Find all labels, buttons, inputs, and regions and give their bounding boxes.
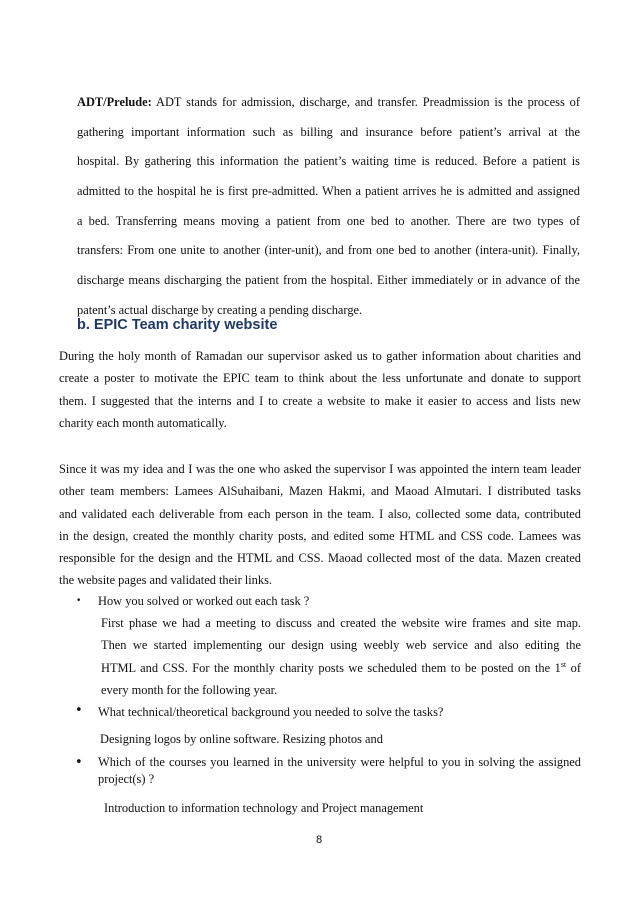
adt-paragraph [77, 88, 580, 326]
charity-paragraph-2 [59, 458, 581, 592]
bullet-marker: • [76, 596, 82, 606]
bullet-question: What technical/theoretical background you needed to solve the tasks? [98, 705, 444, 719]
answer-line: First phase we had a meeting to discuss and created the website wire frames and site map. [101, 616, 581, 630]
adt-line: transfers: From one unite to another (inter-unit), and from one bed to another (intera-unit). Finally, [77, 243, 580, 258]
answer-line: HTML and CSS. For the monthly charity posts we scheduled them to be posted on the 1st of [101, 659, 582, 675]
paragraph-line: them. I suggested that the interns and I to create a website to make it easier to access and lists new [59, 393, 581, 408]
bullet-question: How you solved or worked out each task ? [98, 594, 310, 608]
bullet-answer [100, 728, 580, 750]
bullet-answer [101, 612, 581, 701]
adt-line: a bed. Transferring means moving a patient from one bed to another. There are two types of [77, 213, 580, 228]
paragraph-line: in the design, created the monthly charity posts, and edited some HTML and CSS code. Lamees was [59, 528, 581, 543]
adt-line: admitted to the hospital he is first pre-admitted. When a patient arrives he is admitted and assigned [77, 184, 580, 199]
adt-line: patent’s actual discharge by creating a pending discharge. [77, 302, 363, 317]
adt-line: discharge means discharging the patient from the hospital. Either immediately or in advance of the [77, 273, 580, 288]
paragraph-line: and validated each deliverable from each person in the team. I also, collected some data, contributed [59, 506, 581, 521]
bullet-question [98, 754, 581, 788]
paragraph-line: create a poster to motivate the EPIC team to think about the less unfortunate and donate to support [59, 371, 581, 386]
bullet-marker: • [75, 755, 83, 770]
question-line: project(s) ? [98, 772, 155, 786]
question-line: Which of the courses you learned in the university were helpful to you in solving the assigned [98, 755, 581, 769]
page-number: 8 [315, 834, 323, 846]
paragraph-line: During the holy month of Ramadan our supervisor asked us to gather information about charities and [59, 349, 581, 363]
bullet-answer [104, 797, 584, 819]
paragraph-line: the website pages and validated their links. [59, 573, 272, 588]
paragraph-line: Since it was my idea and I was the one who asked the supervisor I was appointed the intern team leader [59, 462, 581, 476]
adt-line: gathering important information such as billing and insurance before patient’s arrival at the [77, 124, 580, 139]
section-heading: b. EPIC Team charity website [77, 317, 278, 333]
bullet-marker: • [75, 703, 83, 718]
paragraph-line: charity each month automatically. [59, 415, 227, 430]
paragraph-line: responsible for the design and the HTML and CSS. Maoad collected most of the data. Mazen created [59, 551, 581, 566]
paragraph-line: other team members: Lamees AlSuhaibani, Mazen Hakmi, and Maoad Almutari. I distributed tasks [59, 484, 581, 499]
adt-label: ADT/Prelude: [77, 95, 152, 109]
answer-line: Then we started implementing our design using weebly web service and also editing the [101, 638, 581, 653]
answer-line: every month for the following year. [101, 682, 278, 697]
answer-line: Designing logos by online software. Resizing photos and [100, 732, 383, 746]
answer-line: Introduction to information technology and Project management [104, 801, 424, 815]
adt-line: hospital. By gathering this information the patient’s waiting time is reduced. Before a patient is [77, 154, 580, 169]
adt-line: ADT/Prelude: ADT stands for admission, discharge, and transfer. Preadmission is the process of [77, 95, 580, 109]
charity-paragraph-1 [59, 345, 581, 434]
